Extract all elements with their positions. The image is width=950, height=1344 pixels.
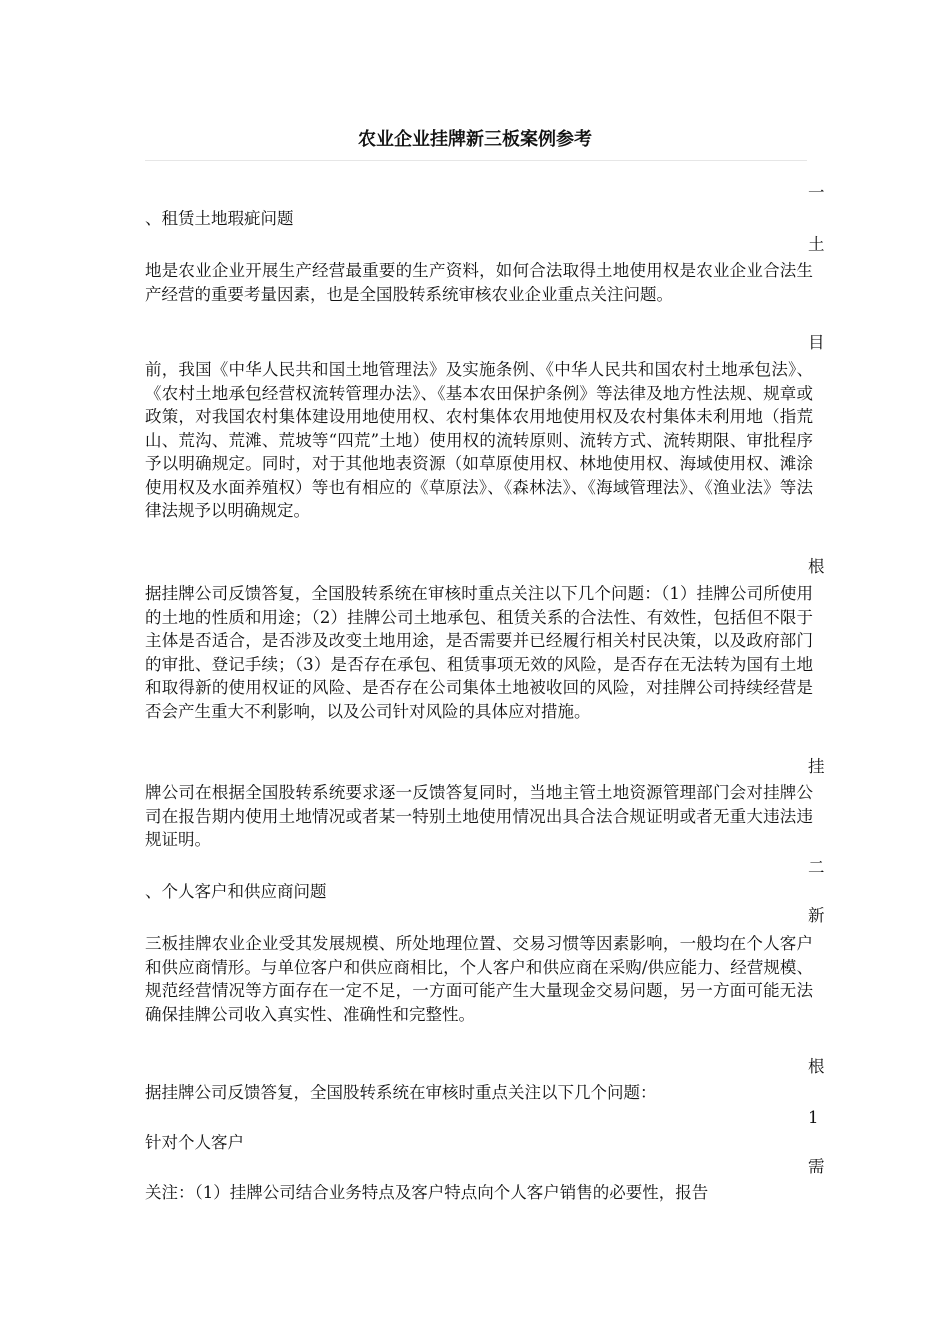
paragraph-land-importance: 地是农业企业开展生产经营最重要的生产资料，如何合法取得土地使用权是农业企业合法生产经营的重要考量因素，也是全国股转系统审核农业企业重点关注问题。 <box>145 261 813 304</box>
section-heading-land: 、租赁土地瑕疵问题 <box>145 209 294 228</box>
document-title: 农业企业挂牌新三板案例参考 <box>358 129 592 150</box>
margin-char: 二 <box>808 858 825 877</box>
margin-char: 一 <box>808 183 825 202</box>
margin-char: 1 <box>808 1108 819 1127</box>
title-divider <box>145 160 807 161</box>
margin-char: 需 <box>808 1157 825 1176</box>
margin-char: 新 <box>808 906 825 925</box>
subheading-individual-customers: 针对个人客户 <box>145 1133 244 1152</box>
margin-char: 土 <box>808 235 825 254</box>
paragraph-land-review-focus: 据挂牌公司反馈答复，全国股转系统在审核时重点关注以下几个问题：（1）挂牌公司所使用的土地的性质和用途；（2）挂牌公司土地承包、租赁关系的合法性、有效性，包括但不限于主体是否适合，是否涉及改变土地用途，是否需要并已经履行相关村民决策，以及政府部门的审批、登记手续；（3）是否存在承包、租赁事项无效的风险，是否存在无法转为国有土地和取得新的使用权证的风险、是否存在公司集体土地被收回的风险，对挂牌公司持续经营是否会产生重大不利影响，以及公司针对风险的具体应对措施。 <box>145 584 813 721</box>
margin-char: 目 <box>808 333 825 352</box>
section-heading-customers: 、个人客户和供应商问题 <box>145 882 327 901</box>
margin-char: 根 <box>808 557 825 576</box>
paragraph-customers-intro: 三板挂牌农业企业受其发展规模、所处地理位置、交易习惯等因素影响，一般均在个人客户和供应商情形。与单位客户和供应商相比，个人客户和供应商在采购/供应能力、经营规模、规范经营情况等方面存在一定不足，一方面可能产生大量现金交易问题，另一方面可能无法确保挂牌公司收入真实性、准确性和完整性。 <box>145 934 813 1024</box>
paragraph-land-laws: 前，我国《中华人民共和国土地管理法》及实施条例、《中华人民共和国农村土地承包法》、《农村土地承包经营权流转管理办法》、《基本农田保护条例》等法律及地方性法规、规章或政策，对我国农村集体建设用地使用权、农村集体农用地使用权及农村集体未利用地（指荒山、荒沟、荒滩、荒坡等“四荒”土地）使用权的流转原则、流转方式、流转期限、审批程序予以明确规定。同时，对于其他地表资源（如草原使用权、林地使用权、海域使用权、滩涂使用权及水面养殖权）等也有相应的《草原法》、《森林法》、《海域管理法》、《渔业法》等法律法规予以明确规定。 <box>145 360 813 520</box>
paragraph-customers-review-focus: 据挂牌公司反馈答复，全国股转系统在审核时重点关注以下几个问题： <box>145 1083 657 1102</box>
paragraph-land-compliance: 牌公司在根据全国股转系统要求逐一反馈答复同时，当地主管土地资源管理部门会对挂牌公司在报告期内使用土地情况或者某一特别土地使用情况出具合法合规证明或者无重大违法违规证明。 <box>145 783 813 849</box>
margin-char: 挂 <box>808 757 825 776</box>
margin-char: 根 <box>808 1057 825 1076</box>
paragraph-individual-customers: 关注：（1）挂牌公司结合业务特点及客户特点向个人客户销售的必要性，报告 <box>145 1183 709 1202</box>
